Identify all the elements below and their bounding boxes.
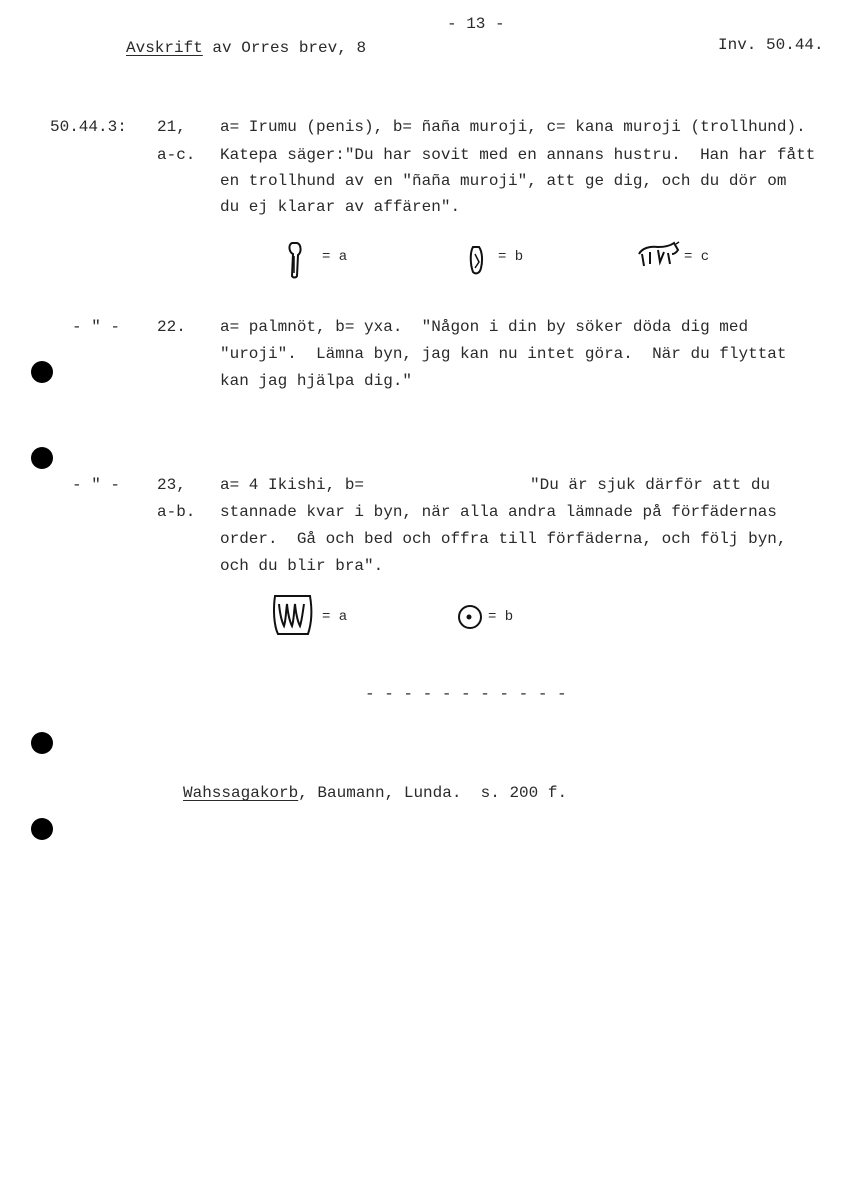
entry23-line1b: "Du är sjuk därför att du [530,476,771,494]
entry21-ref: 50.44.3: [50,118,127,136]
entry23-line1a: a= 4 Ikishi, b= [220,476,365,494]
symbol-a-penis-icon [286,240,306,280]
symbol-b-figure-icon [468,244,486,276]
entry22-number: 22. [157,318,186,336]
entry21-line3: en trollhund av en "ñaña muroji", att ge dig, och du dör om [220,172,787,190]
symbol-circle-dot-label: = b [488,609,514,625]
symbol-ikishi-label: = a [322,609,348,625]
entry21-number: 21, [157,118,186,136]
entry21-line2: Katepa säger:"Du har sovit med en annans hustru. Han har fått [220,146,816,164]
symbol-ikishi-icon [270,592,316,640]
title-link: Avskrift [126,39,203,57]
entry23-line3: order. Gå och bed och offra till förfäderna, och följ byn, [220,530,787,548]
punch-hole-3 [31,732,53,754]
symbol-a-label: = a [322,249,348,265]
entry22-line2: "uroji". Lämna byn, jag kan nu intet göra. När du flyttat [220,345,787,363]
entry21-line4: du ej klarar av affären". [220,198,461,216]
punch-hole-1 [31,361,53,383]
source-citation [183,783,567,803]
symbol-c-label: = c [684,249,710,265]
symbol-circle-dot-icon [456,603,484,631]
entry22-line3: kan jag hjälpa dig." [220,372,413,390]
title-rest: av Orres brev, 8 [202,39,367,57]
entry23-ditto: - " - [72,476,121,494]
entry23-line4: och du blir bra". [220,557,384,575]
source-rest: , Baumann, Lunda. s. 200 f. [298,784,568,802]
page-title [126,38,366,58]
punch-hole-4 [31,818,53,840]
symbol-c-dog-icon [636,240,682,270]
entry23-sub: a-b. [157,503,196,521]
section-separator: - - - - - - - - - - - [365,685,567,703]
entry23-line2: stannade kvar i byn, när alla andra lämnade på förfädernas [220,503,777,521]
source-link: Wahssagakorb [183,784,299,802]
inventory-number: Inv. 50.44. [718,36,824,54]
page-number: - 13 - [447,15,505,33]
entry22-line1: a= palmnöt, b= yxa. "Någon i din by söker döda dig med [220,318,749,336]
entry23-number: 23, [157,476,186,494]
symbol-b-label: = b [498,249,524,265]
entry21-sub: a-c. [157,146,196,164]
entry21-line1: a= Irumu (penis), b= ñaña muroji, c= kana muroji (trollhund). [220,118,806,136]
entry22-ditto: - " - [72,318,121,336]
punch-hole-2 [31,447,53,469]
